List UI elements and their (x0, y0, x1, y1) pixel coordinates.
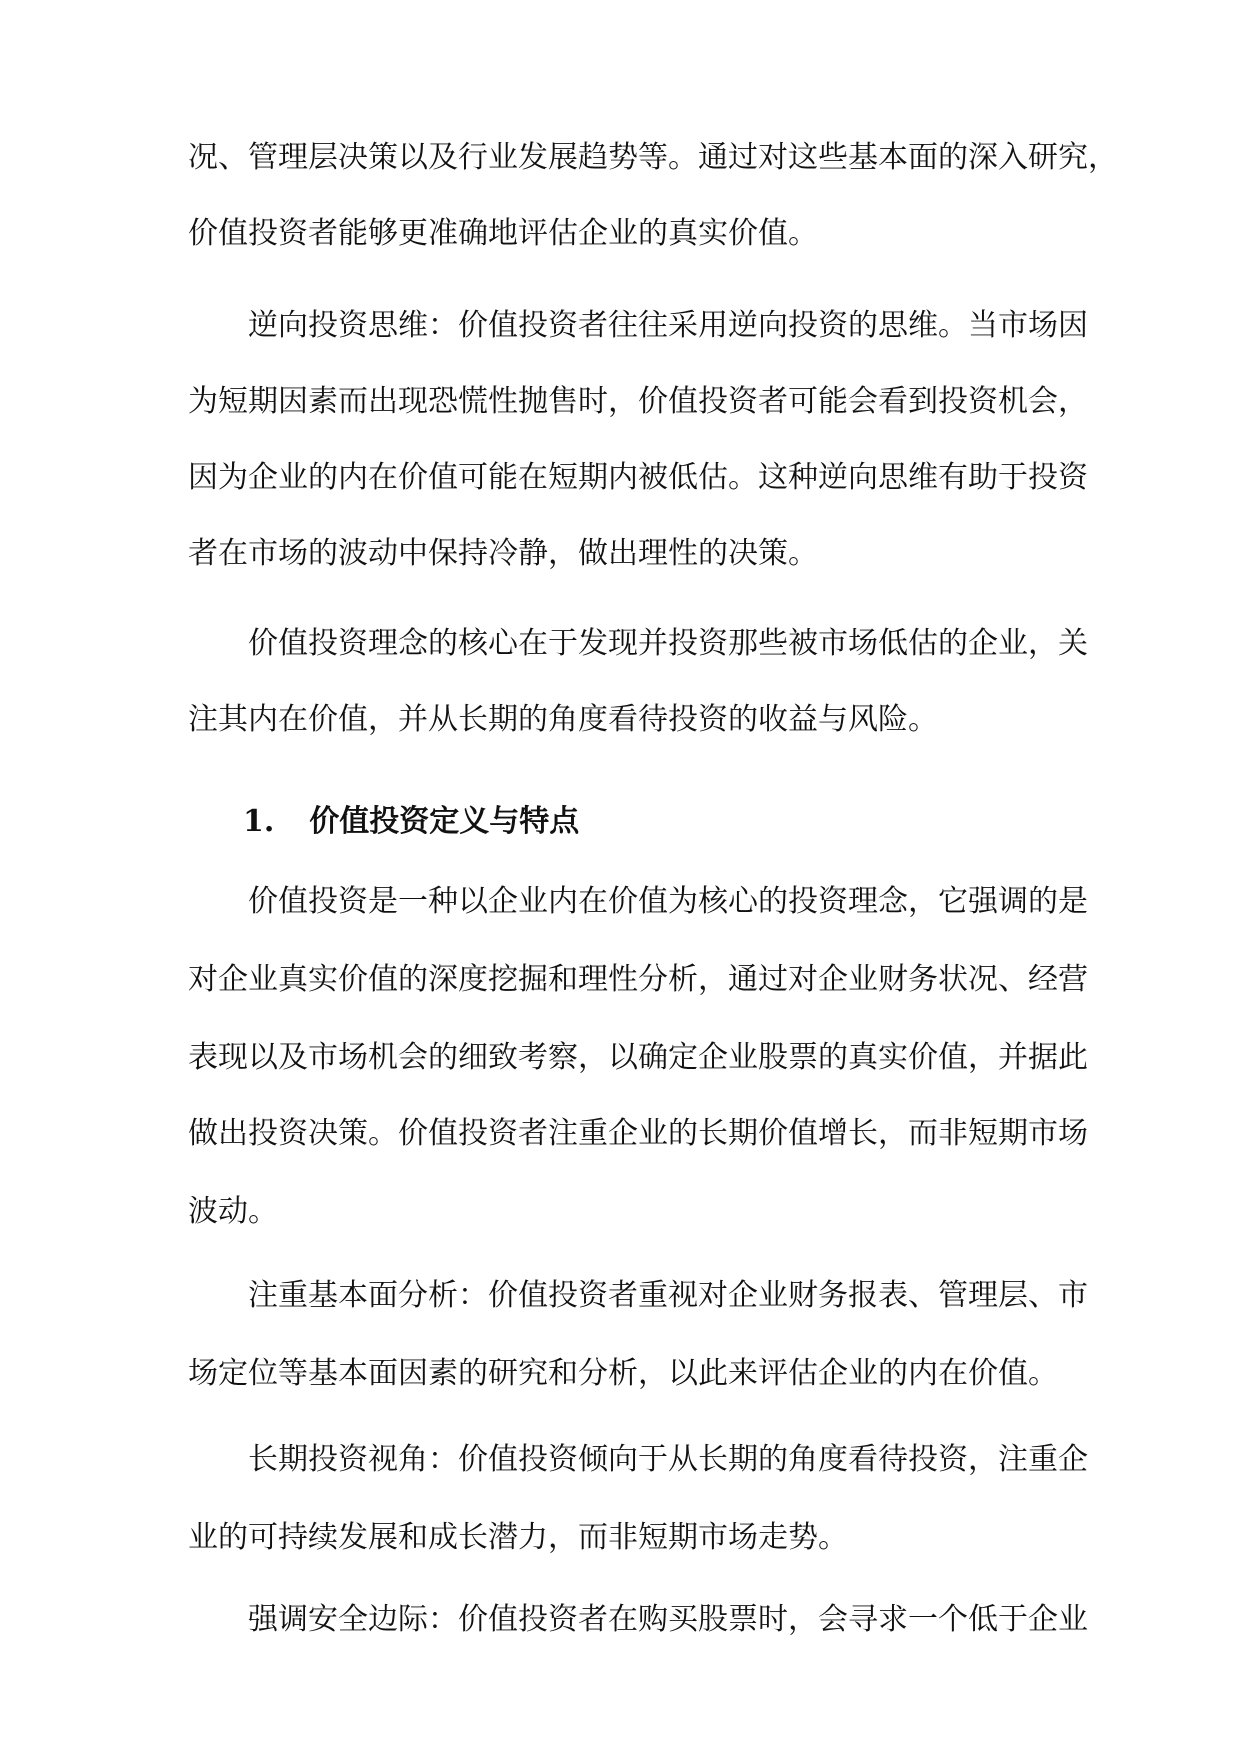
paragraph-4-line-5: 波动。 (188, 1194, 278, 1229)
paragraph-2-line-4: 者在市场的波动中保持冷静，做出理性的决策。 (188, 536, 818, 571)
section-title: 价值投资定义与特点 (309, 804, 580, 839)
paragraph-1-line-1: 况、管理层决策以及行业发展趋势等。通过对这些基本面的深入研究， (188, 140, 1118, 175)
paragraph-4-line-2: 对企业真实价值的深度挖掘和理性分析，通过对企业财务状况、经营 (188, 962, 1088, 997)
paragraph-2-line-2: 为短期因素而出现恐慌性抛售时，价值投资者可能会看到投资机会， (188, 384, 1088, 419)
paragraph-4-line-1: 价值投资是一种以企业内在价值为核心的投资理念，它强调的是 (248, 884, 1088, 919)
section-heading (243, 802, 579, 842)
paragraph-3-line-2: 注其内在价值，并从长期的角度看待投资的收益与风险。 (188, 702, 938, 737)
paragraph-4-line-4: 做出投资决策。价值投资者注重企业的长期价值增长，而非短期市场 (188, 1116, 1088, 1151)
paragraph-1-line-2: 价值投资者能够更准确地评估企业的真实价值。 (188, 216, 818, 251)
paragraph-5-line-1: 注重基本面分析：价值投资者重视对企业财务报表、管理层、市 (248, 1278, 1088, 1313)
paragraph-6-line-2: 业的可持续发展和成长潜力，而非短期市场走势。 (188, 1520, 848, 1555)
paragraph-3-line-1: 价值投资理念的核心在于发现并投资那些被市场低估的企业，关 (248, 626, 1088, 661)
paragraph-4-line-3: 表现以及市场机会的细致考察，以确定企业股票的真实价值，并据此 (188, 1040, 1088, 1075)
paragraph-6-line-1: 长期投资视角：价值投资倾向于从长期的角度看待投资，注重企 (248, 1442, 1088, 1477)
section-number: 1. (243, 804, 275, 839)
paragraph-2-line-1: 逆向投资思维：价值投资者往往采用逆向投资的思维。当市场因 (248, 308, 1088, 343)
paragraph-7-line-1: 强调安全边际：价值投资者在购买股票时，会寻求一个低于企业 (248, 1602, 1088, 1637)
paragraph-5-line-2: 场定位等基本面因素的研究和分析，以此来评估企业的内在价值。 (188, 1356, 1058, 1391)
paragraph-2-line-3: 因为企业的内在价值可能在短期内被低估。这种逆向思维有助于投资 (188, 460, 1088, 495)
